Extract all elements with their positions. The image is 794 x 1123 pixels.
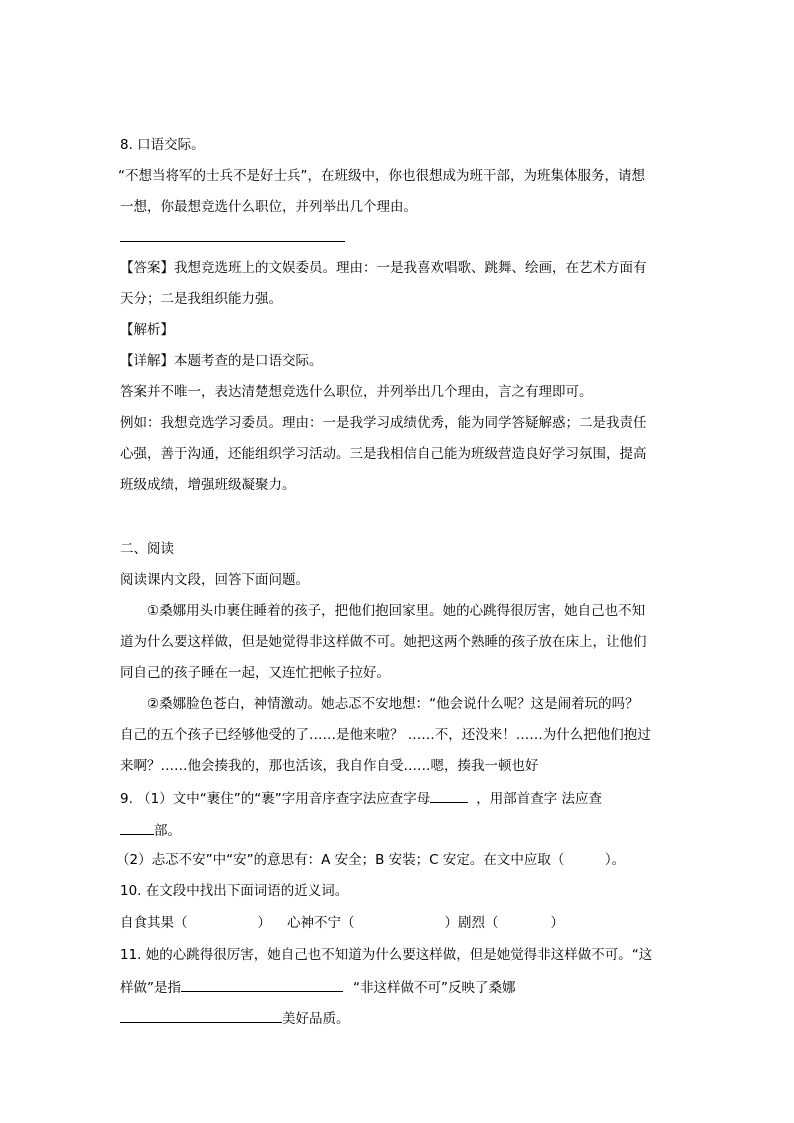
passage-line: 道为什么要这样做，但是她觉得非这样做不可。她把这两个熟睡的孩子放在床上，让他们	[120, 634, 647, 650]
detail-line: 【详解】本题考查的是口语交际。	[120, 353, 323, 369]
detail-line: 班级成绩，增强班级凝聚力。	[120, 477, 296, 493]
reading-instruction: 阅读课内文段，回答下面问题。	[120, 572, 309, 588]
q8-prompt-line: “不想当将军的士兵不是好士兵”，在班级中，你也很想成为班干部，为班集体服务，请想	[118, 168, 645, 184]
analysis-heading: 【解析】	[120, 322, 174, 338]
radical-blank[interactable]	[120, 820, 154, 835]
q9-part1-text: ，用部首查字 法应查	[476, 791, 603, 807]
q11-line	[120, 1008, 350, 1026]
q8-title: 8. 口语交际。	[120, 137, 205, 153]
q9-part1	[120, 788, 602, 806]
passage-line: ①桑娜用头巾裹住睡着的孩子，把他们抱回家里。她的心跳得很厉害，她自己也不知	[147, 603, 646, 619]
q11-text: 美好品质。	[282, 1011, 350, 1027]
detail-line: 例如：我想竞选学习委员。理由：一是我学习成绩优秀，能为同学答疑解惑；二是我责任	[120, 415, 647, 431]
q8-answer-line: 【答案】我想竞选班上的文娱委员。理由：一是我喜欢唱歌、跳舞、绘画，在艺术方面有	[120, 260, 647, 276]
q11-line: 11. 她的心跳得很厉害，她自己也不知道为什么要这样做，但是她觉得非这样做不可。“这	[120, 947, 653, 963]
word-label: 心神不宁（	[287, 915, 355, 931]
q8-prompt-line: 一想，你最想竞选什么职位，并列举出几个理由。	[120, 199, 417, 215]
detail-line: 心强，善于沟通，还能组织学习活动。三是我相信自己能为班级营造良好学习氛围，提高	[120, 446, 647, 462]
detail-line: 答案并不唯一，表达清楚想竞选什么职位，并列举出几个理由，言之有理即可。	[120, 384, 593, 400]
bracket: ）	[257, 915, 271, 931]
q9-part1-text: 部。	[154, 823, 181, 839]
q11-text: 样做”是指	[120, 980, 181, 996]
letter-blank[interactable]	[430, 788, 468, 803]
q8-answer-line: 天分；二是我组织能力强。	[120, 291, 282, 307]
q10-words	[120, 914, 564, 932]
q9-part1-cont	[120, 820, 181, 838]
q10-title: 10. 在文段中找出下面词语的近义词。	[120, 883, 349, 899]
passage-line: 来啊？……他会揍我的，那也活该，我自作自受……嗯，揍我一顿也好	[120, 758, 539, 774]
passage-line: 自己的五个孩子已经够他受的了……是他来啦？ ……不，还没来！……为什么把他们抱过	[120, 727, 651, 743]
q9-part1-text: 9. （1）文中“裹住”的“裹”字用音序查字法应查字母	[120, 791, 431, 807]
answer-line	[120, 241, 345, 242]
answer-blank[interactable]	[181, 977, 343, 992]
word-label: ）剧烈（	[444, 915, 499, 931]
bracket: ）	[550, 915, 564, 931]
passage-line: ②桑娜脸色苍白，神情激动。她忐忑不安地想：“他会说什么呢？这是闹着玩的吗？	[147, 696, 639, 712]
word-label: 自食其果（	[120, 915, 188, 931]
passage-line: 同自己的孩子睡在一起，又连忙把帐子拉好。	[120, 665, 390, 681]
section-title: 二、阅读	[120, 541, 174, 557]
answer-blank[interactable]	[120, 1008, 282, 1023]
q9-part2: （2）忐忑不安”中“安”的意思有：A 安全；B 安装；C 安定。在文中应取（ ）。	[116, 852, 626, 868]
q11-line	[120, 977, 516, 995]
q11-text: “非这样做不可”反映了桑娜	[353, 980, 516, 996]
